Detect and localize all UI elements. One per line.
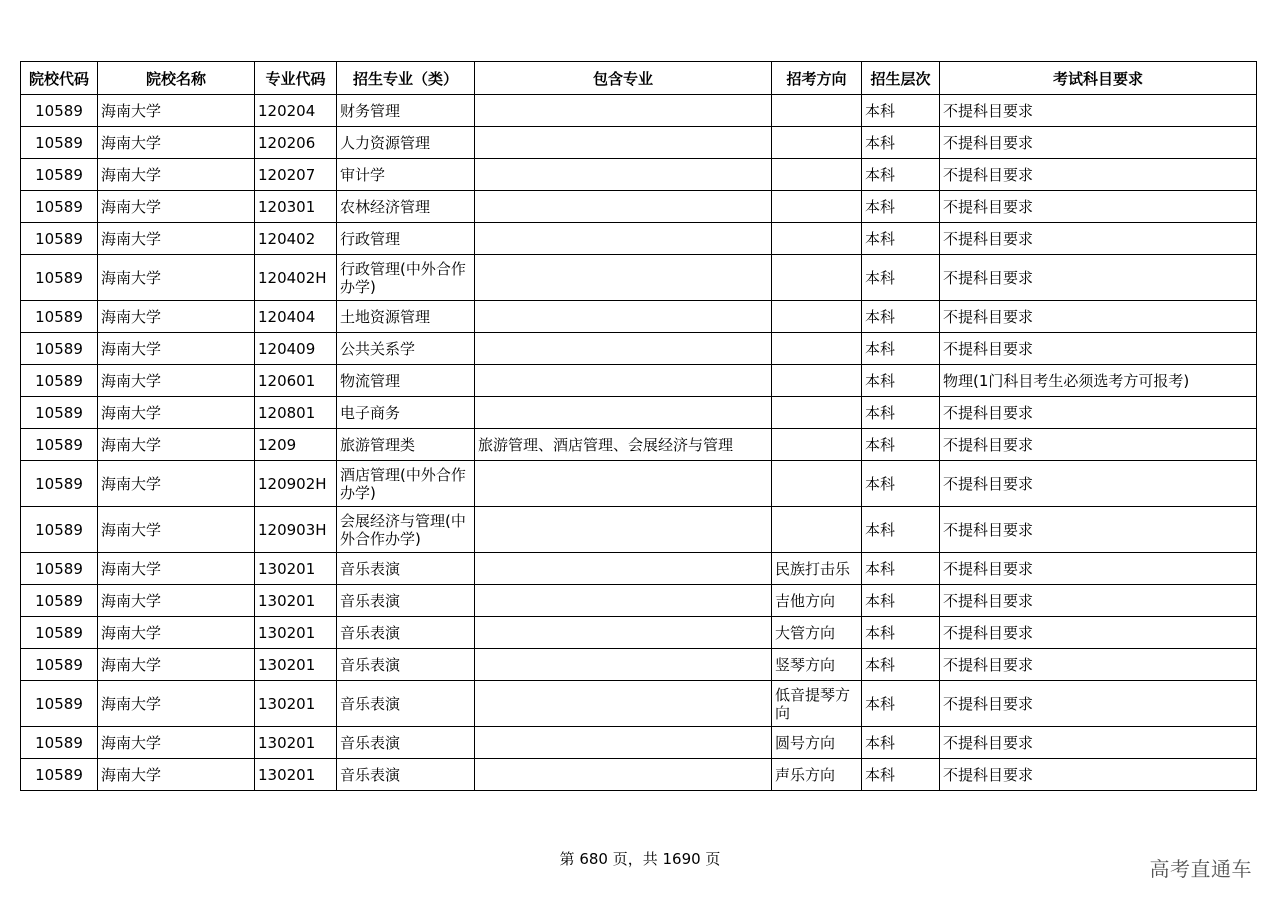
- cell-includes: [475, 301, 772, 333]
- cell-direction: 低音提琴方向: [772, 681, 862, 727]
- cell-major-code: 120801: [255, 397, 337, 429]
- cell-major-code: 120301: [255, 191, 337, 223]
- cell-school-name: 海南大学: [98, 617, 255, 649]
- cell-requirement: 不提科目要求: [940, 727, 1257, 759]
- cell-direction: [772, 397, 862, 429]
- table-row: [21, 255, 1257, 301]
- cell-includes: [475, 585, 772, 617]
- cell-requirement: 不提科目要求: [940, 585, 1257, 617]
- cell-major: 物流管理: [337, 365, 475, 397]
- cell-major: 音乐表演: [337, 727, 475, 759]
- cell-major: 行政管理: [337, 223, 475, 255]
- cell-school-name: 海南大学: [98, 95, 255, 127]
- cell-major-code: 120404: [255, 301, 337, 333]
- cell-major-code: 130201: [255, 553, 337, 585]
- cell-school-name: 海南大学: [98, 507, 255, 553]
- table-row: [21, 759, 1257, 791]
- cell-school-code: 10589: [21, 507, 98, 553]
- cell-school-name: 海南大学: [98, 333, 255, 365]
- cell-school-name: 海南大学: [98, 585, 255, 617]
- cell-major-code: 120902H: [255, 461, 337, 507]
- cell-direction: [772, 95, 862, 127]
- cell-requirement: 不提科目要求: [940, 429, 1257, 461]
- cell-includes: [475, 649, 772, 681]
- cell-requirement: 不提科目要求: [940, 159, 1257, 191]
- cell-requirement: 不提科目要求: [940, 461, 1257, 507]
- cell-major: 电子商务: [337, 397, 475, 429]
- cell-major: 酒店管理(中外合作办学): [337, 461, 475, 507]
- cell-direction: [772, 301, 862, 333]
- cell-major-code: 120402H: [255, 255, 337, 301]
- cell-school-code: 10589: [21, 191, 98, 223]
- cell-school-code: 10589: [21, 461, 98, 507]
- cell-includes: [475, 507, 772, 553]
- cell-level: 本科: [862, 365, 940, 397]
- cell-level: 本科: [862, 255, 940, 301]
- header-includes: 包含专业: [475, 62, 772, 95]
- cell-school-name: 海南大学: [98, 759, 255, 791]
- cell-includes: [475, 191, 772, 223]
- cell-school-code: 10589: [21, 95, 98, 127]
- cell-major: 音乐表演: [337, 649, 475, 681]
- cell-level: 本科: [862, 727, 940, 759]
- cell-requirement: 不提科目要求: [940, 507, 1257, 553]
- table-row: [21, 727, 1257, 759]
- cell-direction: [772, 333, 862, 365]
- cell-requirement: 不提科目要求: [940, 255, 1257, 301]
- cell-level: 本科: [862, 553, 940, 585]
- header-direction: 招考方向: [772, 62, 862, 95]
- cell-major: 音乐表演: [337, 553, 475, 585]
- cell-major-code: 130201: [255, 759, 337, 791]
- cell-requirement: 不提科目要求: [940, 649, 1257, 681]
- header-requirement: 考试科目要求: [940, 62, 1257, 95]
- cell-includes: [475, 127, 772, 159]
- cell-major: 农林经济管理: [337, 191, 475, 223]
- cell-major: 音乐表演: [337, 585, 475, 617]
- cell-requirement: 不提科目要求: [940, 127, 1257, 159]
- header-major-code: 专业代码: [255, 62, 337, 95]
- cell-school-name: 海南大学: [98, 159, 255, 191]
- cell-school-code: 10589: [21, 255, 98, 301]
- header-school-name: 院校名称: [98, 62, 255, 95]
- cell-includes: 旅游管理、酒店管理、会展经济与管理: [475, 429, 772, 461]
- cell-school-name: 海南大学: [98, 255, 255, 301]
- table-row: [21, 585, 1257, 617]
- cell-school-code: 10589: [21, 585, 98, 617]
- table-row: [21, 507, 1257, 553]
- cell-level: 本科: [862, 585, 940, 617]
- table-body: [21, 95, 1257, 791]
- cell-major: 土地资源管理: [337, 301, 475, 333]
- cell-direction: 圆号方向: [772, 727, 862, 759]
- cell-school-name: 海南大学: [98, 681, 255, 727]
- cell-school-code: 10589: [21, 429, 98, 461]
- cell-school-code: 10589: [21, 649, 98, 681]
- cell-requirement: 不提科目要求: [940, 397, 1257, 429]
- table-row: [21, 397, 1257, 429]
- cell-major-code: 130201: [255, 617, 337, 649]
- cell-major-code: 120903H: [255, 507, 337, 553]
- cell-includes: [475, 397, 772, 429]
- cell-school-code: 10589: [21, 333, 98, 365]
- cell-major: 会展经济与管理(中外合作办学): [337, 507, 475, 553]
- cell-level: 本科: [862, 617, 940, 649]
- cell-school-code: 10589: [21, 727, 98, 759]
- table-row: [21, 681, 1257, 727]
- cell-major-code: 130201: [255, 681, 337, 727]
- cell-includes: [475, 461, 772, 507]
- cell-school-name: 海南大学: [98, 461, 255, 507]
- cell-level: 本科: [862, 159, 940, 191]
- table-row: [21, 301, 1257, 333]
- cell-requirement: 不提科目要求: [940, 301, 1257, 333]
- cell-includes: [475, 681, 772, 727]
- cell-level: 本科: [862, 397, 940, 429]
- page-number: 第 680 页，共 1690 页: [559, 850, 721, 868]
- table-row: [21, 649, 1257, 681]
- cell-level: 本科: [862, 429, 940, 461]
- cell-includes: [475, 333, 772, 365]
- cell-level: 本科: [862, 507, 940, 553]
- cell-includes: [475, 759, 772, 791]
- cell-school-code: 10589: [21, 301, 98, 333]
- cell-direction: 民族打击乐: [772, 553, 862, 585]
- cell-school-code: 10589: [21, 127, 98, 159]
- cell-major: 财务管理: [337, 95, 475, 127]
- cell-direction: 竖琴方向: [772, 649, 862, 681]
- cell-major-code: 1209: [255, 429, 337, 461]
- table-row: [21, 429, 1257, 461]
- cell-includes: [475, 365, 772, 397]
- table-row: [21, 617, 1257, 649]
- cell-includes: [475, 255, 772, 301]
- cell-major-code: 130201: [255, 649, 337, 681]
- header-school-code: 院校代码: [21, 62, 98, 95]
- cell-school-name: 海南大学: [98, 301, 255, 333]
- cell-major: 人力资源管理: [337, 127, 475, 159]
- cell-major-code: 120207: [255, 159, 337, 191]
- table-row: [21, 461, 1257, 507]
- cell-school-name: 海南大学: [98, 649, 255, 681]
- cell-includes: [475, 617, 772, 649]
- cell-level: 本科: [862, 333, 940, 365]
- cell-requirement: 不提科目要求: [940, 553, 1257, 585]
- cell-school-name: 海南大学: [98, 365, 255, 397]
- cell-level: 本科: [862, 461, 940, 507]
- cell-requirement: 不提科目要求: [940, 223, 1257, 255]
- cell-school-name: 海南大学: [98, 223, 255, 255]
- cell-level: 本科: [862, 649, 940, 681]
- cell-major: 审计学: [337, 159, 475, 191]
- cell-includes: [475, 95, 772, 127]
- cell-level: 本科: [862, 95, 940, 127]
- cell-school-name: 海南大学: [98, 397, 255, 429]
- cell-school-name: 海南大学: [98, 429, 255, 461]
- cell-direction: [772, 223, 862, 255]
- cell-direction: [772, 127, 862, 159]
- cell-major: 音乐表演: [337, 759, 475, 791]
- cell-direction: 大管方向: [772, 617, 862, 649]
- cell-school-code: 10589: [21, 159, 98, 191]
- cell-level: 本科: [862, 127, 940, 159]
- cell-school-code: 10589: [21, 397, 98, 429]
- cell-direction: 吉他方向: [772, 585, 862, 617]
- table-row: [21, 333, 1257, 365]
- cell-school-code: 10589: [21, 365, 98, 397]
- cell-direction: [772, 461, 862, 507]
- cell-level: 本科: [862, 301, 940, 333]
- cell-requirement: 不提科目要求: [940, 191, 1257, 223]
- cell-requirement: 物理(1门科目考生必须选考方可报考): [940, 365, 1257, 397]
- brand-watermark: 高考直通车: [1149, 857, 1252, 881]
- cell-level: 本科: [862, 759, 940, 791]
- table-row: [21, 159, 1257, 191]
- cell-school-name: 海南大学: [98, 127, 255, 159]
- cell-major: 行政管理(中外合作办学): [337, 255, 475, 301]
- cell-school-name: 海南大学: [98, 727, 255, 759]
- cell-major-code: 130201: [255, 585, 337, 617]
- cell-major: 旅游管理类: [337, 429, 475, 461]
- header-major: 招生专业（类）: [337, 62, 475, 95]
- cell-level: 本科: [862, 223, 940, 255]
- cell-major-code: 120204: [255, 95, 337, 127]
- cell-school-code: 10589: [21, 681, 98, 727]
- cell-requirement: 不提科目要求: [940, 759, 1257, 791]
- cell-includes: [475, 223, 772, 255]
- table-row: [21, 95, 1257, 127]
- cell-major-code: 120409: [255, 333, 337, 365]
- cell-major-code: 130201: [255, 727, 337, 759]
- header-level: 招生层次: [862, 62, 940, 95]
- cell-school-code: 10589: [21, 223, 98, 255]
- admissions-table: [20, 61, 1257, 791]
- cell-major-code: 120601: [255, 365, 337, 397]
- cell-requirement: 不提科目要求: [940, 95, 1257, 127]
- cell-school-name: 海南大学: [98, 191, 255, 223]
- cell-school-code: 10589: [21, 553, 98, 585]
- cell-major: 公共关系学: [337, 333, 475, 365]
- cell-direction: [772, 507, 862, 553]
- cell-requirement: 不提科目要求: [940, 617, 1257, 649]
- cell-direction: [772, 255, 862, 301]
- cell-school-code: 10589: [21, 617, 98, 649]
- cell-major: 音乐表演: [337, 681, 475, 727]
- table-header-row: [21, 62, 1257, 95]
- cell-direction: [772, 159, 862, 191]
- cell-direction: 声乐方向: [772, 759, 862, 791]
- cell-major-code: 120402: [255, 223, 337, 255]
- table-row: [21, 553, 1257, 585]
- cell-major: 音乐表演: [337, 617, 475, 649]
- cell-level: 本科: [862, 681, 940, 727]
- cell-direction: [772, 365, 862, 397]
- cell-level: 本科: [862, 191, 940, 223]
- cell-direction: [772, 191, 862, 223]
- cell-includes: [475, 727, 772, 759]
- cell-direction: [772, 429, 862, 461]
- table-row: [21, 365, 1257, 397]
- cell-includes: [475, 553, 772, 585]
- cell-requirement: 不提科目要求: [940, 333, 1257, 365]
- cell-major-code: 120206: [255, 127, 337, 159]
- table-row: [21, 223, 1257, 255]
- cell-school-name: 海南大学: [98, 553, 255, 585]
- cell-includes: [475, 159, 772, 191]
- table-row: [21, 191, 1257, 223]
- cell-requirement: 不提科目要求: [940, 681, 1257, 727]
- cell-school-code: 10589: [21, 759, 98, 791]
- table-row: [21, 127, 1257, 159]
